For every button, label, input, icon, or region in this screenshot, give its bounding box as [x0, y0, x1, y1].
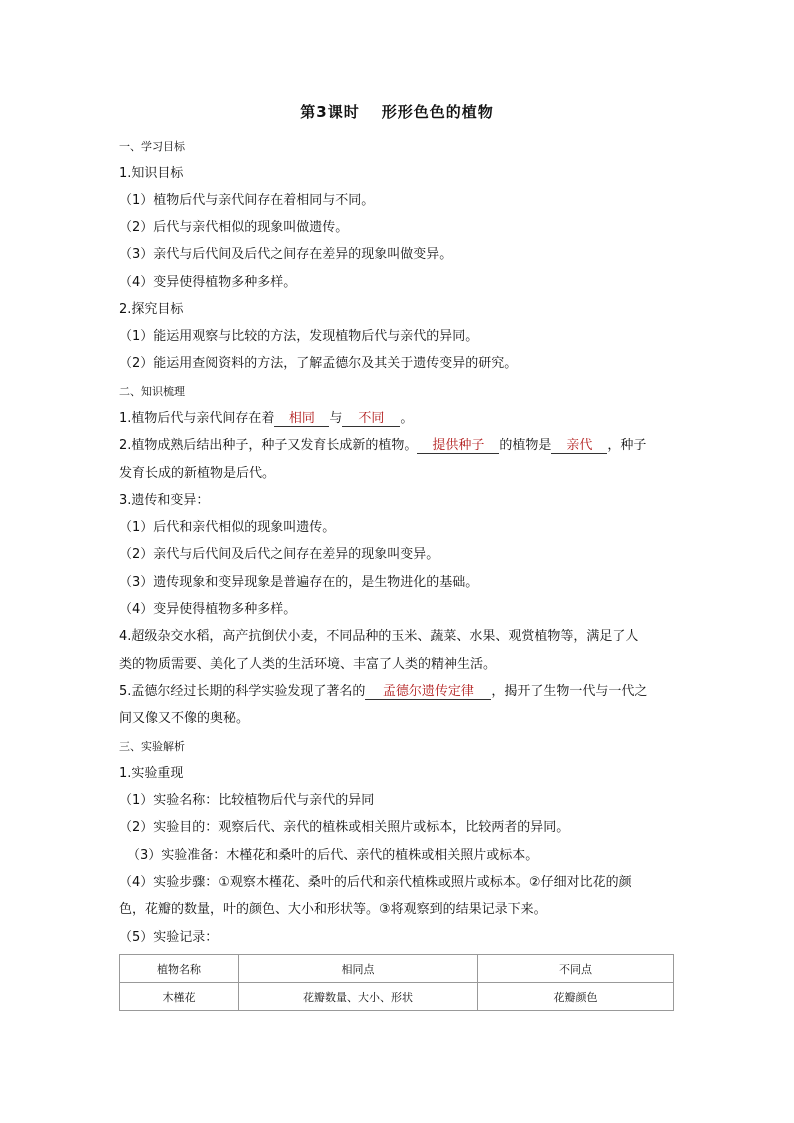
- experiment-item: （2）实验目的：观察后代、亲代的植株或相关照片或标本，比较两者的异同。: [119, 820, 570, 835]
- experiment-item: （5）实验记录：: [119, 930, 219, 945]
- knowledge-objectives-title: 1.知识目标: [119, 166, 184, 181]
- knowledge-point-1: 1.植物后代与亲代间存在着 相同 与 不同 。: [119, 411, 414, 426]
- experiment-item: （3）实验准备：木槿花和桑叶的后代、亲代的植株或相关照片或标本。: [127, 848, 539, 863]
- knowledge-point-2: 2.植物成熟后结出种子，种子又发育长成新的植物。 提供种子 的植物是 亲代 ，种子: [119, 438, 647, 453]
- experiment-item: （1）实验名称：比较植物后代与亲代的异同: [119, 793, 375, 808]
- table-header: 相同点: [239, 955, 478, 983]
- objective-item: （2）后代与亲代相似的现象叫做遗传。: [119, 220, 349, 235]
- record-table: [119, 954, 674, 1011]
- knowledge-point-2-cont: 发育长成的新植物是后代。: [119, 466, 276, 481]
- page-title: 第3课时 形形色色的植物: [300, 103, 494, 121]
- knowledge-point-4: 4.超级杂交水稻，高产抗倒伏小麦，不同品种的玉米、蔬菜、水果、观赏植物等，满足了人: [119, 629, 639, 644]
- objective-item: （4）变异使得植物多种多样。: [119, 275, 297, 290]
- knowledge-point-4-cont: 类的物质需要、美化了人类的生活环境、丰富了人类的精神生活。: [119, 657, 497, 672]
- table-cell: 木槿花: [120, 983, 239, 1011]
- knowledge-sub-item: （3）遗传现象和变异现象是普遍存在的，是生物进化的基础。: [119, 575, 479, 590]
- answer-blank: 相同: [274, 412, 329, 427]
- knowledge-point-3: 3.遗传和变异：: [119, 493, 210, 508]
- table-header-row: [120, 955, 674, 983]
- objective-item: （2）能运用查阅资料的方法，了解孟德尔及其关于遗传变异的研究。: [119, 356, 518, 371]
- knowledge-sub-item: （1）后代和亲代相似的现象叫遗传。: [119, 520, 336, 535]
- section-heading-objectives: 一、学习目标: [119, 140, 185, 153]
- objective-item: （1）植物后代与亲代间存在着相同与不同。: [119, 193, 375, 208]
- answer-blank: 孟德尔遗传定律: [365, 685, 491, 700]
- inquiry-objectives-title: 2.探究目标: [119, 302, 184, 317]
- answer-blank: 不同: [342, 412, 400, 427]
- objective-item: （3）亲代与后代间及后代之间存在差异的现象叫做变异。: [119, 247, 453, 262]
- experiment-item: （4）实验步骤：①观察木槿花、桑叶的后代和亲代植株或照片或标本。②仔细对比花的颜: [119, 875, 632, 890]
- table-header: 植物名称: [120, 955, 239, 983]
- experiment-item-cont: 色，花瓣的数量，叶的颜色、大小和形状等。③将观察到的结果记录下来。: [119, 902, 547, 917]
- table-cell: 花瓣颜色: [478, 983, 674, 1011]
- table-row: [120, 983, 674, 1011]
- section-heading-experiment: 三、实验解析: [119, 740, 185, 753]
- answer-blank: 提供种子: [417, 439, 499, 454]
- table-header: 不同点: [478, 955, 674, 983]
- section-heading-knowledge: 二、知识梳理: [119, 385, 185, 398]
- knowledge-point-5-cont: 间又像又不像的奥秘。: [119, 711, 250, 726]
- table-cell: 花瓣数量、大小、形状: [239, 983, 478, 1011]
- knowledge-sub-item: （2）亲代与后代间及后代之间存在差异的现象叫变异。: [119, 547, 440, 562]
- experiment-title: 1.实验重现: [119, 766, 184, 781]
- objective-item: （1）能运用观察与比较的方法，发现植物后代与亲代的异同。: [119, 329, 479, 344]
- knowledge-point-5: 5.孟德尔经过长期的科学实验发现了著名的 孟德尔遗传定律 ，揭开了生物一代与一代之: [119, 684, 648, 699]
- knowledge-sub-item: （4）变异使得植物多种多样。: [119, 602, 297, 617]
- answer-blank: 亲代: [551, 439, 607, 454]
